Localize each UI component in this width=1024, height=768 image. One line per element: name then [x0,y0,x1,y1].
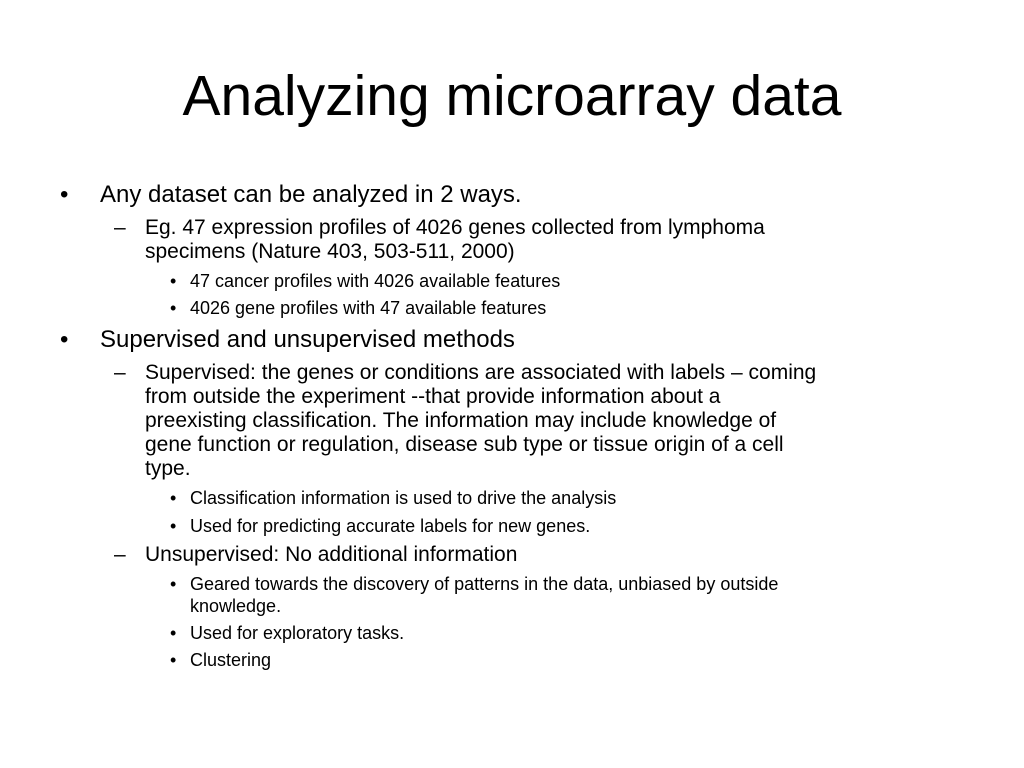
dash-icon: – [114,361,126,384]
bullet-icon: • [60,326,69,353]
list-item: 47 cancer profiles with 4026 available features [190,271,561,291]
list-item: Clustering [190,650,272,670]
bullet-icon: • [170,298,177,318]
bullet-icon: • [170,574,177,594]
bullet-icon: • [60,181,69,208]
list-item-line: gene function or regulation, disease sub type or tissue origin of a cell [145,433,784,456]
list-item-line: Supervised: the genes or conditions are associated with labels – coming [145,361,817,384]
list-item-line: knowledge. [190,596,282,616]
dash-icon: – [114,216,126,239]
list-item-line: from outside the experiment --that provide information about a [145,385,721,408]
list-item-line: Geared towards the discovery of patterns in the data, unbiased by outside [190,574,779,594]
list-item: Classification information is used to drive the analysis [190,488,617,508]
bullet-icon: • [170,271,177,291]
list-item-line: preexisting classification. The information may include knowledge of [145,409,777,432]
bullet-icon: • [170,516,177,536]
list-item-line: type. [145,457,191,480]
list-item: Used for predicting accurate labels for new genes. [190,516,591,536]
list-item-line: specimens (Nature 403, 503-511, 2000) [145,240,515,263]
slide-title: Analyzing microarray data [182,64,842,128]
list-item: Used for exploratory tasks. [190,623,405,643]
bullet-icon: • [170,650,177,670]
list-item-line: Eg. 47 expression profiles of 4026 genes collected from lymphoma [145,216,765,239]
dash-icon: – [114,543,126,566]
bullet-icon: • [170,623,177,643]
bullet-icon: • [170,488,177,508]
list-item: Supervised and unsupervised methods [100,326,515,353]
list-item: 4026 gene profiles with 47 available features [190,298,547,318]
list-item: Any dataset can be analyzed in 2 ways. [100,181,522,208]
list-item-line: Unsupervised: No additional information [145,543,518,566]
